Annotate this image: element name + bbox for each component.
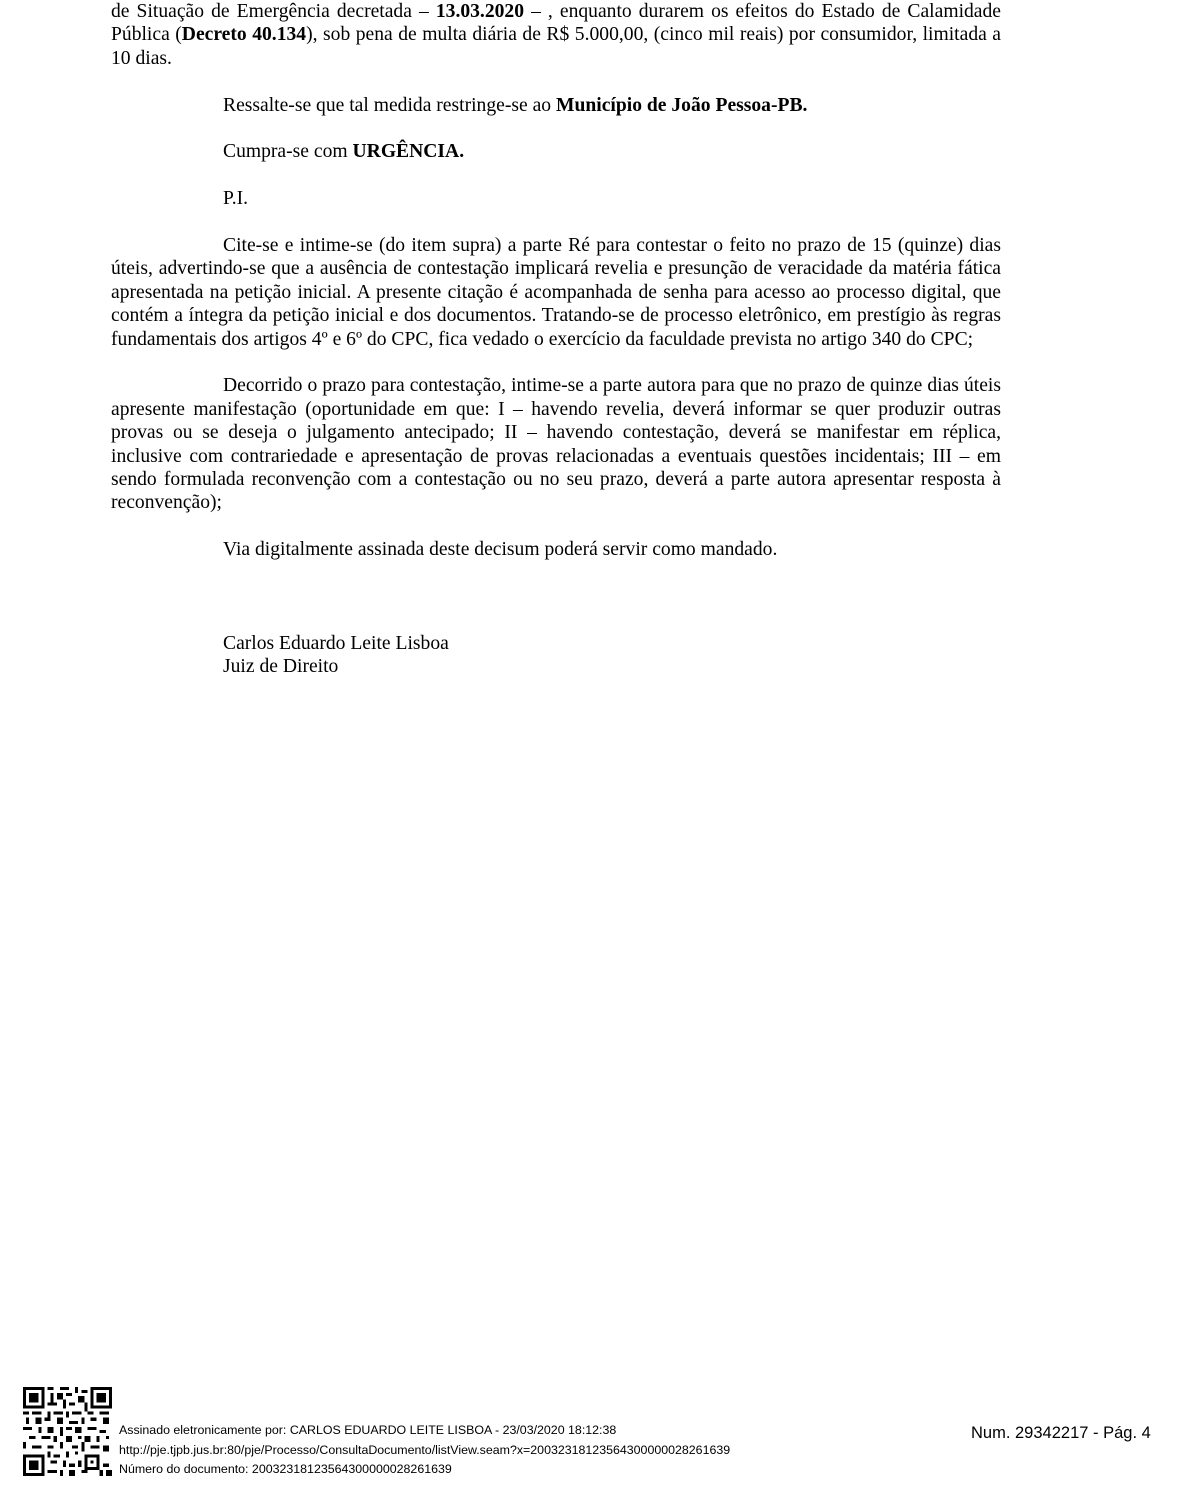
document-number-text: Número do documento: 20032318123564300000028261639 bbox=[119, 1462, 452, 1477]
bold-date: 13.03.2020 bbox=[435, 1, 525, 22]
bold-municipality: Município de João Pessoa-PB. bbox=[555, 94, 808, 116]
qr-code-icon bbox=[23, 1387, 112, 1476]
signed-by-text: Assinado eletronicamente por: CARLOS EDUARDO LEITE LISBOA - 23/03/2020 18:12:38 bbox=[119, 1423, 617, 1437]
document-url-link[interactable]: http://pje.tjpb.jus.br:80/pje/Processo/ConsultaDocumento/listView.seam?x=20032318123564300000028261639 bbox=[119, 1442, 731, 1457]
page-number: Num. 29342217 - Pág. 4 bbox=[971, 1424, 1151, 1442]
paragraph-reply-deadline: Decorrido o prazo para contestação, intime-se a parte autora para que no prazo de quinze dias úteis apresente manifestação (oportunidade em que: I – havendo revelia, deverá informar se quer produzir outras provas ou se deseja o julgamento antecipado; II – havendo contestação, deverá se manifestar em réplica, inclusive com contrariedade e apresentação de provas relacionadas a eventuais questões incidentais; III – em sendo formulada reconvenção com a contestação ou no seu prazo, deverá a parte autora apresentar resposta à reconvenção); bbox=[111, 375, 1001, 514]
text-span: Ressalte-se que tal medida restringe-se ao bbox=[223, 94, 556, 116]
signature-block bbox=[111, 632, 1001, 679]
text-span: ), sob pena de multa diária de R$ 5.000,00, (cinco mil reais) por consumidor, limitada a 10 dias. bbox=[111, 24, 1002, 69]
text-span: – , enquanto durarem os efeitos do Estado de Calamidade Pública ( bbox=[111, 1, 1001, 46]
text-span: Cumpra-se com bbox=[223, 141, 353, 163]
document-body bbox=[111, 0, 1001, 678]
paragraph-citation: Cite-se e intime-se (do item supra) a parte Ré para contestar o feito no prazo de 15 (quinze) dias úteis, advertindo-se que a ausência de contestação implicará revelia e presunção de veracidade da matéria fática apresentada na petição inicial. A presente citação é acompanhada de senha para acesso ao processo digital, que contém a íntegra da petição inicial e dos documentos. Tratando-se de processo eletrônico, em prestígio às regras fundamentais dos artigos 4º e 6º do CPC, fica vedado o exercício da faculdade prevista no artigo 340 do CPC; bbox=[111, 235, 1001, 350]
electronic-signature-footer bbox=[0, 1385, 1177, 1485]
judge-title: Juiz de Direito bbox=[223, 656, 339, 678]
judge-name: Carlos Eduardo Leite Lisboa bbox=[223, 632, 449, 654]
paragraph-emergency-decree bbox=[111, 0, 1001, 70]
paragraph-municipality bbox=[111, 94, 1001, 117]
paragraph-pi: P.I. bbox=[223, 188, 249, 210]
bold-urgency: URGÊNCIA. bbox=[352, 141, 465, 163]
text-span: de Situação de Emergência decretada – bbox=[111, 1, 436, 22]
bold-decree: Decreto 40.134 bbox=[181, 24, 307, 46]
paragraph-mandate: Via digitalmente assinada deste decisum poderá servir como mandado. bbox=[223, 539, 778, 561]
paragraph-urgency bbox=[111, 140, 1001, 163]
signature-info bbox=[119, 1421, 730, 1480]
